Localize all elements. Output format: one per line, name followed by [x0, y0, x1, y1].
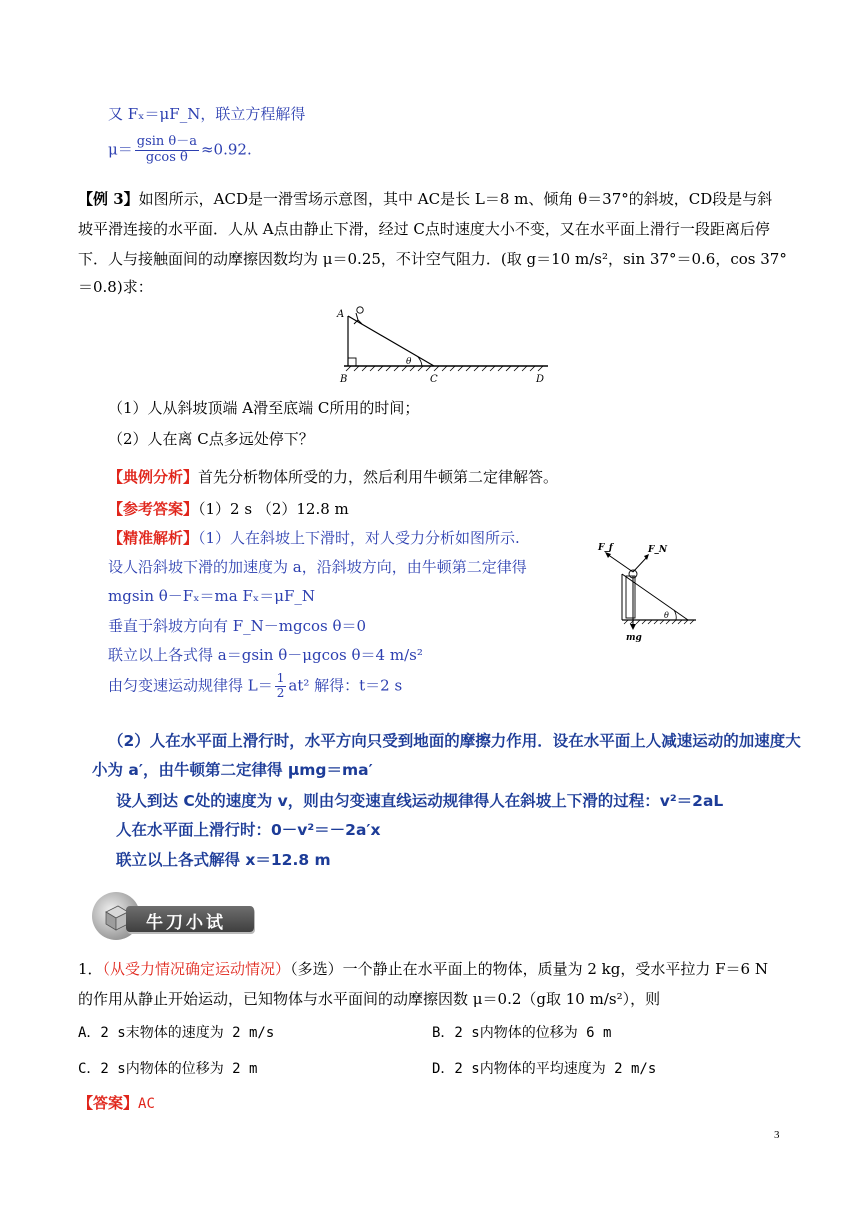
example3-tag: 【例 3】: [78, 190, 139, 208]
solution-line-4: 垂直于斜坡方向有 F_N－mgcos θ＝0: [108, 617, 367, 635]
label-FN: F_N: [648, 545, 668, 555]
practice-tag: （从受力情况确定运动情况）: [102, 960, 291, 978]
analysis-line: [108, 466, 558, 487]
mu-denominator: gcos θ: [145, 149, 188, 165]
practice-num: 1．: [78, 960, 103, 978]
top-line-1: 又 Fₓ＝μF_N，联立方程解得: [108, 105, 306, 123]
slope-diagram: [330, 300, 560, 386]
solution-line-3: mgsin θ－Fₓ＝ma Fₓ＝μF_N: [108, 587, 316, 605]
option-a: A．2 s末物体的速度为 2 m/s: [78, 1025, 275, 1041]
practice-banner: [92, 892, 262, 942]
practice-answer-value: AC: [138, 1096, 155, 1112]
practice-answer-tag: 【答案】: [78, 1094, 139, 1112]
label-mg: mg: [626, 633, 642, 643]
example3-line-4: ＝0.8)求：: [78, 278, 153, 296]
solution2-line-1: （2）人在水平面上滑行时，水平方向只受到地面的摩擦力作用．设在水平面上人减速运动的加速度大: [108, 732, 801, 750]
label-theta: θ: [406, 357, 412, 367]
label-theta2: θ: [664, 611, 669, 620]
practice-text1: （多选）一个静止在水平面上的物体，质量为 2 kg，受水平拉力 F＝6 N: [290, 960, 768, 978]
analysis-tag: 【典例分析】: [108, 468, 199, 486]
eq-den: 2: [276, 685, 285, 700]
solution2-line-2: 小为 a′，由牛顿第二定律得 μmg＝ma′: [92, 761, 373, 779]
solution2-line-5: 联立以上各式解得 x＝12.8 m: [116, 851, 331, 869]
mu-lhs: μ＝: [108, 140, 133, 159]
force-diagram: [590, 536, 702, 644]
page-number: 3: [774, 1129, 780, 1141]
example3-line-2: 坡平滑连接的水平面．人从 A点由静止下滑，经过 C点时速度大小不变，又在水平面上滑行一段距离后停: [78, 220, 770, 238]
mu-equation: [108, 135, 252, 166]
practice-line-2: 的作用从静止开始运动，已知物体与水平面间的动摩擦因数 μ＝0.2（g取 10 m/s²），则: [78, 990, 661, 1008]
mu-numerator: gsin θ－a: [136, 134, 197, 149]
practice-line-1: [78, 958, 768, 979]
banner-title: 牛刀小试: [146, 913, 226, 933]
example3-line-3: 下．人与接触面间的动摩擦因数均为 μ＝0.25，不计空气阻力．(取 g＝10 m/s²，sin 37°＝0.6，cos 37°: [78, 250, 787, 268]
answer-line: [108, 498, 349, 519]
option-c: C．2 s内物体的位移为 2 m: [78, 1061, 258, 1077]
answer-text: （1）2 s （2）12.8 m: [198, 500, 349, 518]
eq-prefix: 由匀变速运动规律得 L＝: [108, 676, 273, 695]
analysis-text: 首先分析物体所受的力，然后利用牛顿第二定律解答。: [198, 468, 559, 486]
question-1: （1）人从斜坡顶端 A滑至底端 C所用的时间；: [108, 399, 420, 417]
solution2-line-4: 人在水平面上滑行时：0－v²＝－2a′x: [116, 821, 381, 839]
solution-line-1: [108, 527, 520, 548]
example3-text1: 如图所示，ACD是一滑雪场示意图，其中 AC是长 L＝8 m、倾角 θ＝37°的斜坡，CD段是与斜: [138, 190, 773, 208]
solution-line-2: 设人沿斜坡下滑的加速度为 a，沿斜坡方向，由牛顿第二定律得: [108, 558, 527, 576]
label-D: D: [536, 374, 545, 385]
question-2: （2）人在离 C点多远处停下？: [108, 430, 314, 448]
eq-num: 1: [276, 671, 285, 685]
label-Ff: F_f: [598, 543, 613, 553]
solution-line-6: [108, 672, 402, 701]
solution-tag: 【精准解析】: [108, 529, 199, 547]
label-B: B: [340, 374, 348, 385]
option-b: B．2 s内物体的位移为 6 m: [432, 1025, 612, 1041]
answer-tag: 【参考答案】: [108, 500, 199, 518]
option-d: D．2 s内物体的平均速度为 2 m/s: [432, 1061, 657, 1077]
mu-result: ≈0.92.: [200, 140, 252, 159]
label-C: C: [430, 374, 438, 385]
practice-answer: [78, 1092, 155, 1113]
eq-suffix: at² 解得：t＝2 s: [288, 676, 403, 695]
solution-line-5: 联立以上各式得 a＝gsin θ－μgcos θ＝4 m/s²: [108, 646, 423, 664]
example3-line-1: [78, 188, 772, 209]
solution2-line-3: 设人到达 C处的速度为 v，则由匀变速直线运动规律得人在斜坡上下滑的过程：v²＝2aL: [116, 792, 724, 810]
solution-text1: （1）人在斜坡上下滑时，对人受力分析如图所示.: [198, 529, 520, 547]
label-A: A: [337, 309, 345, 320]
